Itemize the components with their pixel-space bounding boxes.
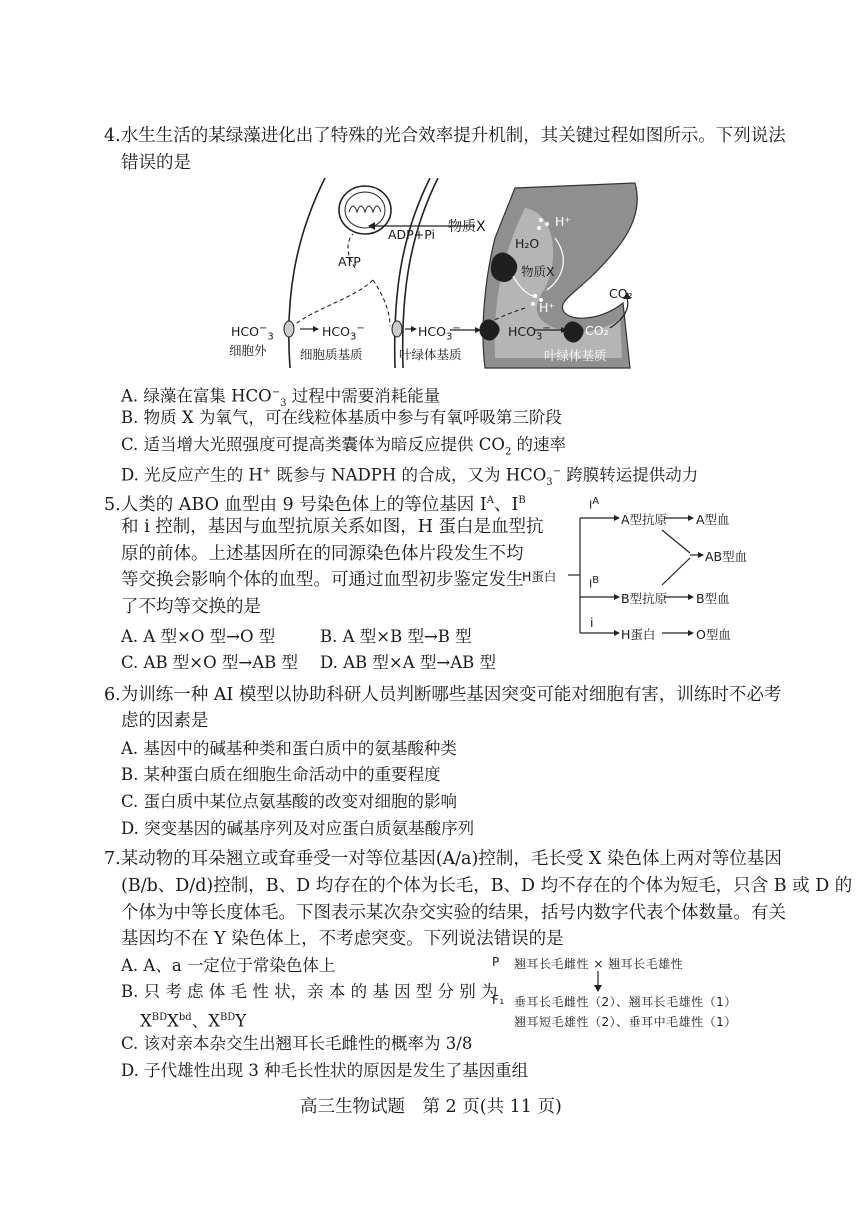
page-footer: 高三生物试题 第 2 页(共 11 页) <box>300 1097 562 1117</box>
q4-option-c: C. 适当增大光照强度可提高类囊体为暗反应提供 $CO_2$ 的速率 <box>121 435 567 458</box>
adp-pi-label: ADP+Pi <box>388 227 435 242</box>
q6-line1: 6.为训练一种 AI 模型以协助科研人员判断哪些基因突变可能对细胞有害，训练时不必考 <box>104 685 782 705</box>
q7-line2: (B/b、D/d)控制，B、D 均存在的个体为长毛，B、D 均不存在的个体为短毛，只含 B 或 D 的 <box>121 876 853 896</box>
q5-option-a: A. A 型×O 型→O 型 <box>121 627 276 646</box>
q5-line2: 和 i 控制，基因与血型抗原关系如图，H 蛋白是血型抗 <box>121 517 544 537</box>
cytoplasm-label: 细胞质基质 <box>300 347 363 362</box>
q4-stem-line2: 错误的是 <box>121 153 191 173</box>
p-text: 翘耳长毛雌性 × 翘耳长毛雄性 <box>514 957 684 971</box>
q5-line5: 了不均等交换的是 <box>121 597 261 617</box>
stroma-right-label: 叶绿体基质 <box>544 348 607 363</box>
f1-line2: 翘耳短毛雄性（2）、垂耳中毛雄性（1） <box>514 1015 737 1029</box>
h-plus-top-label: H⁺ <box>555 214 571 229</box>
q6-option-a: A. 基因中的碱基种类和蛋白质中的氨基酸种类 <box>121 739 457 758</box>
q6-line2: 虑的因素是 <box>121 711 209 731</box>
q5-figure <box>522 496 762 655</box>
q4-diagram <box>225 178 655 373</box>
o-blood-label: O型血 <box>696 627 731 642</box>
q7-option-a: A. A、a 一定位于常染色体上 <box>121 956 336 975</box>
q7-option-b-line1: B. 只 考 虑 体 毛 性 状，亲 本 的 基 因 型 分 别 为 <box>121 982 498 1001</box>
hco3-outside-label: $HCO^-_3$ <box>231 323 274 343</box>
q5-line4: 等交换会影响个体的血型。可通过血型初步鉴定发生 <box>121 570 524 590</box>
h-protein2-label: H蛋白 <box>621 627 656 642</box>
substance-x-label: 物质X <box>448 219 486 235</box>
ab-blood-label: AB型血 <box>705 549 748 564</box>
q7-option-d: D. 子代雄性出现 3 种毛长性状的原因是发生了基因重组 <box>121 1061 529 1080</box>
q4-option-a: A. 绿藻在富集 $HCO^-_3$ 过程中需要消耗能量 <box>121 386 441 409</box>
q7-line4: 基因均不在 Y 染色体上，不考虑突变。下列说法错误的是 <box>121 929 564 949</box>
hco3-stroma-label: $HCO_3^-$ <box>418 323 461 343</box>
q4-option-d: D. 光反应产生的 H+ 既参与 NADPH 的合成，又为 $HCO_3^-$ 跨膜转运提供动力 <box>121 465 699 488</box>
q4-option-b: B. 物质 X 为氧气，可在线粒体基质中参与有氧呼吸第三阶段 <box>121 408 562 427</box>
h2o-label: H₂O <box>515 236 540 251</box>
q5-option-b: B. A 型×B 型→B 型 <box>320 627 472 646</box>
atp-label: ATP <box>338 254 361 269</box>
b-antigen-label: B型抗原 <box>621 591 668 606</box>
q5-line3: 原的前体。上述基因所在的同源染色体片段发生不均 <box>121 544 524 564</box>
p-label: P <box>492 955 500 969</box>
q5-option-c: C. AB 型×O 型→AB 型 <box>121 653 299 672</box>
ia-label: $I^A$ <box>589 496 600 512</box>
q4-figure <box>225 178 655 373</box>
q7-cross-diagram <box>492 955 762 1030</box>
a-blood-label: A型血 <box>696 512 730 527</box>
q7-line1: 7.某动物的耳朵翘立或耷垂受一对等位基因(A/a)控制，毛长受 X 染色体上两对等位基因 <box>104 849 782 869</box>
h-protein-label: H蛋白 <box>522 569 557 584</box>
substance-x2-label: 物质X <box>521 264 555 279</box>
f1-label: F₁ <box>492 993 505 1007</box>
co2-top-label: CO₂ <box>609 286 633 301</box>
q4-stem-line1: 4.水生生活的某绿藻进化出了特殊的光合效率提升机制，其关键过程如图所示。下列说法 <box>104 126 786 146</box>
down-arrow-icon <box>592 971 604 993</box>
i-label: i <box>590 615 594 630</box>
f1-line1: 垂耳长毛雌性（2）、翘耳长毛雄性（1） <box>514 995 737 1009</box>
q5-option-d: D. AB 型×A 型→AB 型 <box>320 653 497 672</box>
q5-line1: 5.人类的 ABO 血型由 9 号染色体上的等位基因 $I^A$、$I^B$ <box>104 494 526 515</box>
a-antigen-label: A型抗原 <box>621 512 668 527</box>
outside-label: 细胞外 <box>229 343 267 358</box>
q7-option-b-line2: $X^{BD}X^{bd}$、$X^{BD}Y$ <box>140 1011 247 1031</box>
q7-line3: 个体为中等长度体毛。下图表示某次杂交实验的结果，括号内数字代表个体数量。有关 <box>121 903 786 923</box>
cell-membrane <box>289 178 325 368</box>
stroma-left-label: 叶绿体基质 <box>399 347 462 362</box>
co2-right-label: CO₂ <box>585 323 609 338</box>
q6-option-c: C. 蛋白质中某位点氨基酸的改变对细胞的影响 <box>121 792 458 811</box>
b-blood-label: B型血 <box>696 591 730 606</box>
mitochondrion-icon <box>339 186 391 234</box>
hco3-cyto-label: $HCO_3^-$ <box>322 323 365 343</box>
q6-option-b: B. 某种蛋白质在细胞生命活动中的重要程度 <box>121 765 441 784</box>
hco3-thylakoid-label: $HCO_3^-$ <box>508 323 551 343</box>
q7-option-c: C. 该对亲本杂交生出翘耳长毛雌性的概率为 3/8 <box>121 1034 473 1053</box>
h-plus-mid-label: H⁺ <box>539 300 555 315</box>
q6-option-d: D. 突变基因的碱基序列及对应蛋白质氨基酸序列 <box>121 819 475 838</box>
ib-label: $I^B$ <box>589 575 600 591</box>
